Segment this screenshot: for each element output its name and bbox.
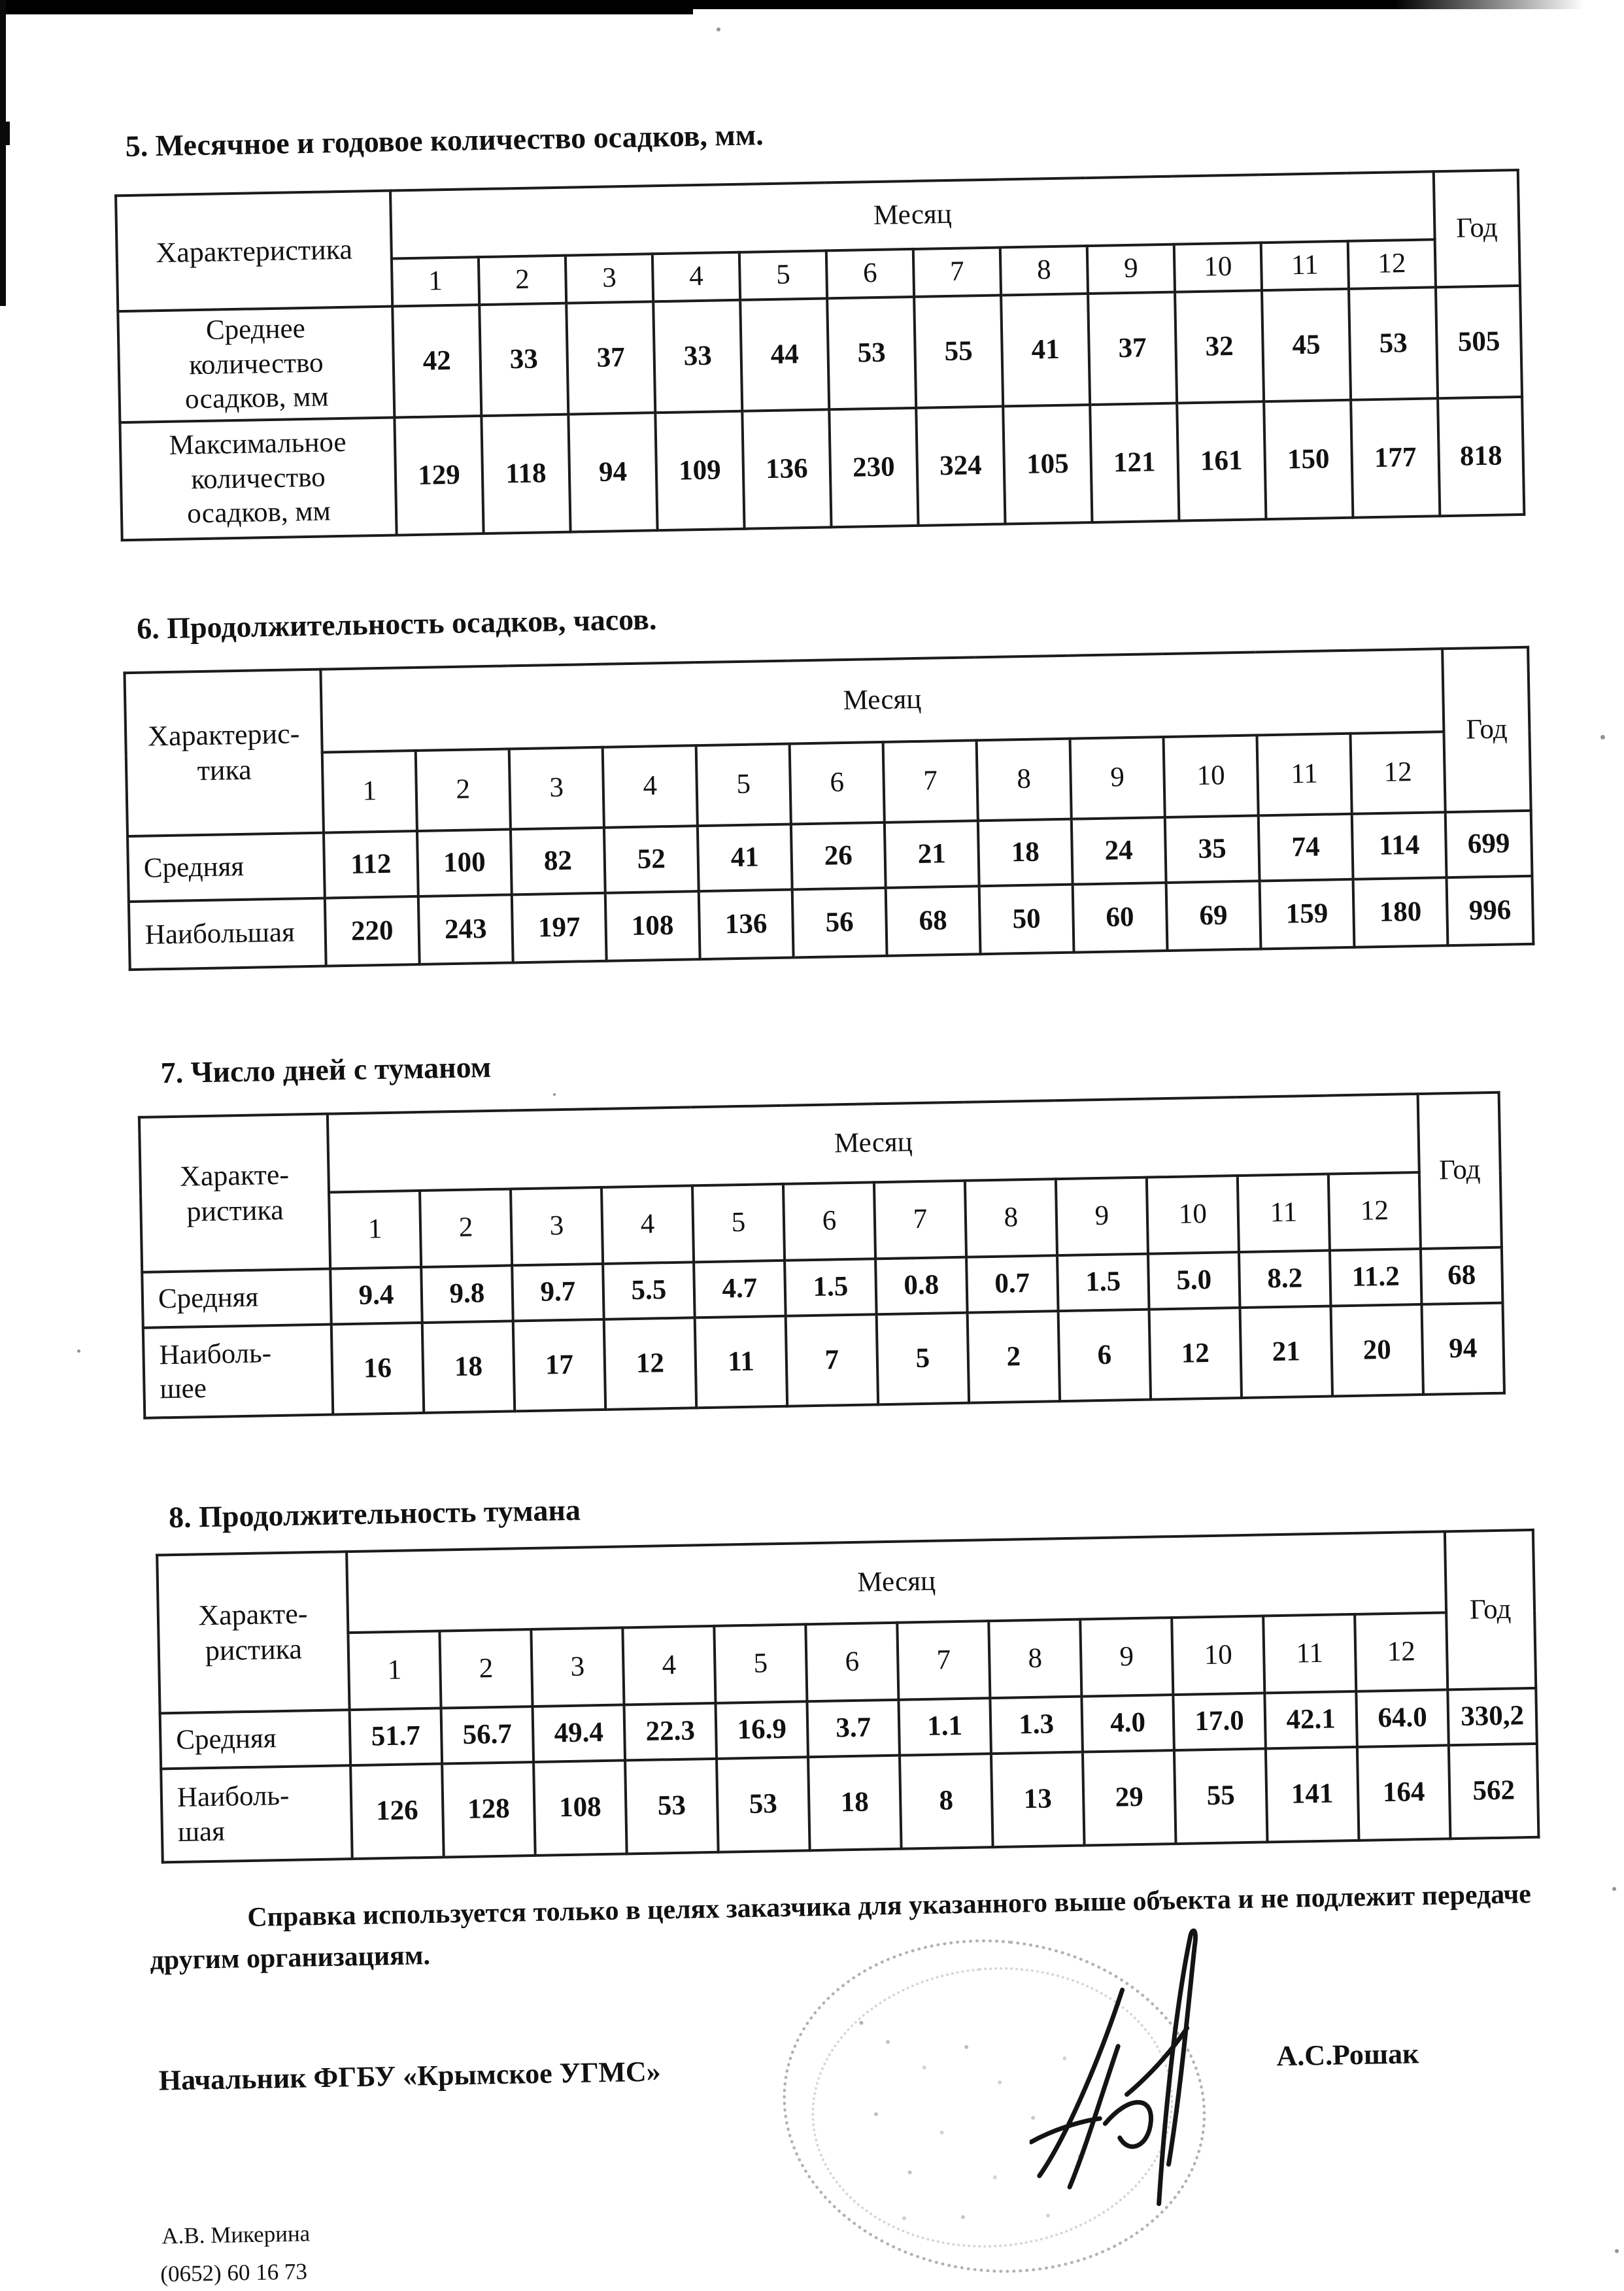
value-cell: 18 [978,819,1073,887]
usage-restriction-note: Справка используется только в целях заказчика для указанного выше объекта и не подлежит передаче другим организациям. [150,1879,1532,1976]
month-number-cell: 2 [416,749,511,831]
month-number-cell: 5 [714,1624,807,1703]
value-cell: 42.1 [1264,1691,1357,1749]
value-cell: 7 [786,1314,879,1406]
value-cell: 5.0 [1148,1252,1240,1310]
value-cell: 17 [513,1319,606,1412]
value-cell: 108 [533,1760,627,1856]
monthly-precipitation-table [114,169,1525,541]
year-value-cell: 818 [1438,397,1524,516]
value-cell: 220 [325,896,420,966]
fog-days-table [138,1091,1506,1419]
value-cell: 16 [331,1323,424,1415]
value-cell: 33 [653,300,742,413]
value-cell: 12 [604,1317,697,1410]
month-number-cell: 2 [439,1629,532,1708]
precipitation-duration-table [123,646,1534,971]
month-number-cell: 11 [1261,241,1349,290]
value-cell: 150 [1264,400,1353,519]
month-number-cell: 6 [826,249,914,298]
value-cell: 17.0 [1173,1693,1266,1750]
value-cell: 8.2 [1239,1251,1331,1308]
value-cell: 180 [1353,877,1448,947]
value-cell: 35 [1165,815,1260,883]
value-cell: 37 [566,301,655,414]
value-cell: 1.3 [990,1697,1083,1754]
month-number-cell: 6 [783,1182,875,1261]
scan-artifact-top-edge-thick [0,0,693,14]
section-7-heading: 7. Число дней с туманом [160,1049,492,1090]
value-cell: 41 [698,824,792,892]
value-cell: 22.3 [624,1703,717,1761]
row-label-cell: Средняя [160,1710,351,1769]
scan-speck [553,1093,556,1096]
value-cell: 3.7 [807,1700,900,1757]
month-number-cell: 1 [348,1631,441,1710]
month-number-cell: 9 [1070,737,1165,819]
value-cell: 0.7 [966,1255,1058,1313]
scan-speck [1600,735,1605,739]
value-cell: 121 [1090,403,1179,522]
value-cell: 9.7 [512,1264,604,1321]
characteristic-header-cell: Характе- ристика [139,1114,330,1272]
row-label-cell: Наиболь- шее [143,1325,333,1418]
scan-artifact-left-edge [0,0,6,306]
month-number-cell: 8 [1000,246,1088,295]
contact-name: А.В. Микерина [161,2220,311,2249]
value-cell: 55 [914,296,1003,408]
row-label-cell: Наибольшая [129,898,326,970]
row-label-cell: Максимальное количество осадков, мм [120,418,396,541]
month-number-cell: 5 [696,744,791,826]
value-cell: 41 [1001,294,1090,406]
value-cell: 26 [791,823,886,890]
year-value-cell: 699 [1446,811,1532,877]
value-cell: 24 [1072,817,1166,885]
stamp-speckle [859,2021,863,2025]
value-cell: 0.8 [875,1257,968,1315]
value-cell: 44 [740,298,829,411]
month-number-cell: 4 [601,1185,694,1264]
month-number-cell: 6 [790,742,885,824]
value-cell: 13 [991,1752,1085,1848]
value-cell: 12 [1149,1308,1242,1400]
value-cell: 56 [792,888,887,958]
value-cell: 197 [512,893,607,963]
value-cell: 42 [392,305,481,417]
value-cell: 161 [1177,401,1266,520]
value-cell: 33 [479,303,568,416]
month-number-cell: 4 [603,745,698,828]
month-number-cell: 2 [479,256,566,305]
value-cell: 29 [1083,1750,1176,1846]
value-cell: 21 [885,821,979,888]
month-number-cell: 8 [989,1620,1081,1699]
month-number-cell: 7 [883,740,978,823]
month-number-cell: 6 [805,1623,898,1702]
value-cell: 6 [1058,1310,1151,1402]
value-cell: 100 [417,829,512,896]
value-cell: 1.1 [898,1698,991,1756]
contact-phone: (0652) 60 16 73 [160,2258,308,2287]
value-cell: 136 [742,409,831,528]
value-cell: 129 [394,416,483,535]
characteristic-header-cell: Характе- ристика [157,1552,349,1713]
month-number-cell: 11 [1257,734,1351,816]
scan-speck [1615,2249,1619,2253]
month-number-cell: 10 [1164,735,1259,817]
table-row [120,397,1524,540]
value-cell: 20 [1331,1304,1424,1397]
value-cell: 16.9 [715,1701,808,1759]
value-cell: 108 [605,891,700,961]
value-cell: 53 [827,297,916,409]
value-cell: 50 [979,885,1074,955]
year-value-cell: 94 [1422,1303,1505,1395]
value-cell: 37 [1088,292,1177,405]
value-cell: 45 [1262,289,1351,401]
value-cell: 11 [695,1316,788,1408]
value-cell: 53 [625,1759,719,1854]
value-cell: 56.7 [441,1706,534,1764]
month-number-cell: 1 [322,751,417,833]
fog-duration-table [156,1529,1540,1864]
month-number-cell: 8 [965,1179,1057,1257]
month-number-cell: 4 [622,1626,715,1705]
value-cell: 52 [604,826,699,893]
year-header-cell: Год [1442,647,1531,812]
month-number-cell: 9 [1056,1178,1148,1256]
month-number-cell: 12 [1355,1612,1447,1691]
month-number-cell: 3 [511,1187,603,1266]
value-cell: 68 [886,886,981,956]
year-value-cell: 68 [1421,1247,1503,1304]
month-number-cell: 10 [1172,1616,1264,1695]
value-cell: 118 [481,415,570,534]
value-cell: 51.7 [350,1708,443,1766]
month-number-cell: 11 [1263,1614,1356,1693]
signer-name: А.С.Рошак [1276,2037,1419,2073]
value-cell: 18 [422,1321,515,1413]
value-cell: 94 [568,413,657,532]
year-value-cell: 505 [1436,286,1522,398]
year-header-cell: Год [1434,170,1520,287]
value-cell: 136 [699,890,794,960]
value-cell: 324 [916,406,1005,525]
value-cell: 64.0 [1356,1689,1449,1747]
value-cell: 74 [1259,814,1353,881]
value-cell: 1.5 [1057,1254,1149,1312]
month-number-cell: 3 [566,254,653,303]
month-number-cell: 3 [531,1627,624,1706]
month-span-header-cell: Месяц [347,1531,1446,1633]
value-cell: 4.0 [1081,1695,1174,1752]
month-number-cell: 2 [420,1189,512,1267]
value-cell: 126 [350,1764,444,1859]
month-number-cell: 5 [692,1184,785,1263]
month-number-cell: 12 [1348,239,1436,288]
value-cell: 49.4 [533,1705,626,1762]
month-number-cell: 7 [874,1181,966,1259]
month-number-cell: 4 [652,252,740,301]
value-cell: 11.2 [1330,1249,1422,1306]
month-number-cell: 10 [1147,1176,1239,1254]
value-cell: 114 [1352,812,1447,879]
month-number-cell: 1 [329,1191,421,1269]
row-label-cell: Средняя [142,1269,331,1328]
month-number-cell: 5 [739,250,827,299]
row-label-cell: Наиболь- шая [161,1765,352,1862]
value-cell: 177 [1351,398,1440,517]
scan-artifact-left-tick [0,122,10,145]
month-number-cell: 9 [1080,1618,1173,1697]
value-cell: 9.8 [421,1265,513,1323]
month-number-cell: 8 [977,739,1072,821]
month-span-header-cell: Месяц [390,171,1435,258]
year-header-cell: Год [1445,1530,1536,1689]
row-label-cell: Средняя [127,833,325,902]
month-number-cell: 9 [1087,245,1175,294]
year-value-cell: 330,2 [1447,1688,1537,1745]
value-cell: 105 [1003,405,1092,524]
month-number-cell: 1 [392,257,479,306]
year-header-cell: Год [1418,1093,1502,1249]
value-cell: 21 [1240,1306,1333,1399]
value-cell: 4.7 [694,1261,786,1318]
section-6-heading: 6. Продолжительность осадков, часов. [136,602,657,645]
month-number-cell: 12 [1350,732,1445,814]
section-5-heading: 5. Месячное и годовое количество осадков, мм. [125,118,764,163]
value-cell: 18 [808,1756,902,1851]
signature-scrawl [1026,1923,1228,2233]
section-8-heading: 8. Продолжительность тумана [168,1493,581,1535]
value-cell: 69 [1166,881,1261,951]
value-cell: 109 [655,411,744,530]
value-cell: 230 [829,408,918,527]
characteristic-header-cell: Характеристика [116,191,392,312]
value-cell: 82 [511,828,605,895]
month-number-cell: 7 [913,248,1001,297]
value-cell: 112 [324,831,418,898]
scan-speck [717,27,720,31]
month-span-header-cell: Месяц [328,1094,1419,1193]
value-cell: 243 [418,894,513,964]
value-cell: 55 [1174,1748,1268,1844]
value-cell: 164 [1357,1745,1451,1841]
year-value-cell: 562 [1449,1744,1539,1839]
value-cell: 5.5 [603,1262,695,1319]
month-number-cell: 3 [509,747,604,830]
scan-speck [77,1349,80,1353]
value-cell: 159 [1260,879,1355,949]
scan-speck [1612,1887,1616,1891]
year-value-cell: 996 [1447,876,1534,945]
row-label-cell: Среднее количество осадков, мм [118,307,394,423]
month-number-cell: 12 [1328,1172,1421,1251]
value-cell: 128 [442,1762,535,1858]
value-cell: 1.5 [785,1259,877,1316]
month-number-cell: 7 [897,1621,990,1700]
value-cell: 9.4 [330,1267,422,1325]
characteristic-header-cell: Характерис- тика [124,670,324,836]
value-cell: 32 [1175,290,1264,403]
value-cell: 2 [968,1311,1060,1403]
value-cell: 60 [1073,883,1168,953]
month-number-cell: 11 [1238,1174,1330,1253]
value-cell: 5 [877,1313,970,1405]
month-number-cell: 10 [1174,243,1262,292]
value-cell: 53 [1349,287,1438,399]
value-cell: 141 [1266,1747,1359,1842]
value-cell: 8 [900,1754,993,1849]
value-cell: 53 [717,1757,810,1852]
official-title: Начальник ФГБУ «Крымское УГМС» [158,2055,662,2097]
month-span-header-cell: Месяц [320,649,1444,752]
